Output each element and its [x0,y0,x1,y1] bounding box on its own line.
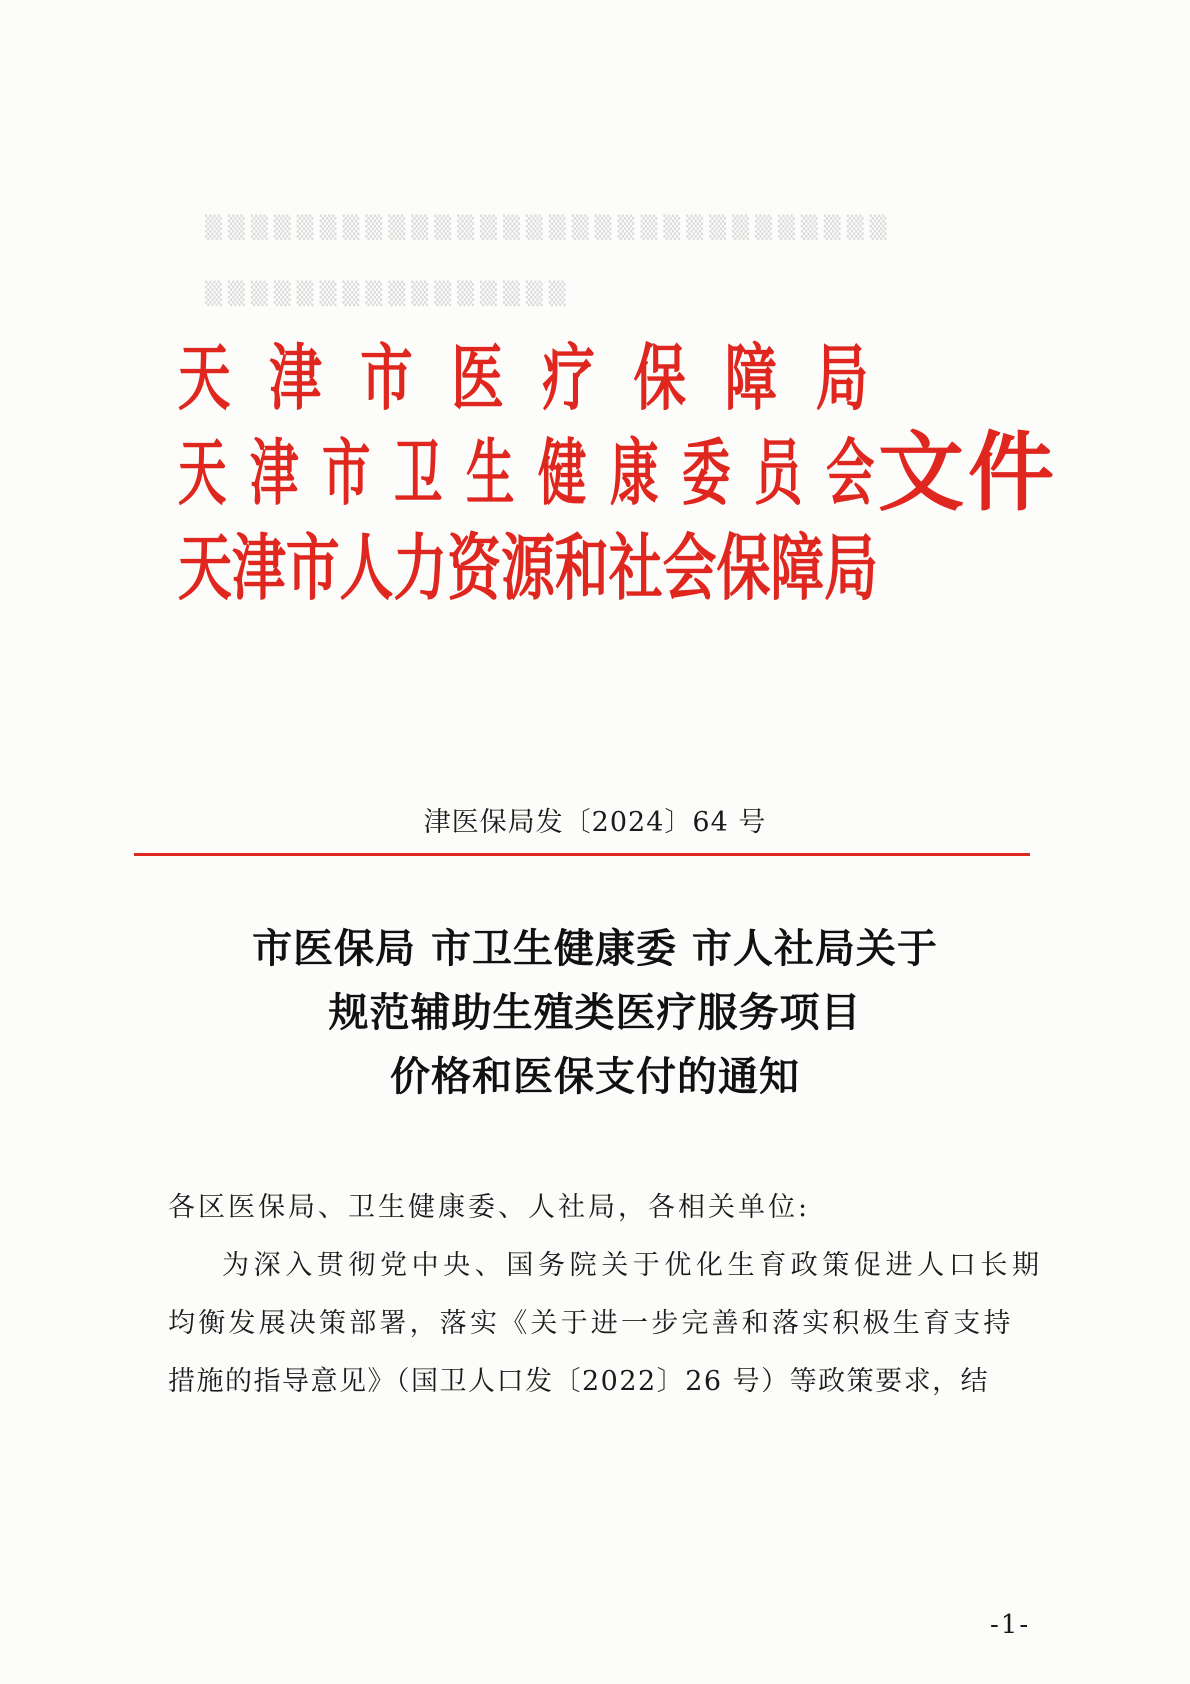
title-line-3: 价格和医保支付的通知 [390,1053,800,1100]
issuer-medical-security-bureau: 天 津 市 医 疗 保 障 局 [178,335,879,420]
title-line-1: 市医保局 市卫生健康委 市人社局关于 [252,925,938,972]
issuer-health-commission: 天 津 市 卫 生 健 康 委 员 会 [178,430,878,515]
page-number: -1- [990,1610,1031,1640]
red-separator-line [134,853,1030,856]
issuer-lines [178,330,878,615]
reverse-side-show-through: ▒▒▒▒▒▒▒▒▒▒▒▒▒▒▒▒▒▒▒▒▒▒▒▒▒▒▒▒▒▒ ▒▒▒▒▒▒▒▒▒▒▒▒▒▒▒▒ [205,216,893,307]
document-label: 文件 [878,422,1058,523]
body-line-3: 措施的指导意见》（国卫人口发〔2022〕26 号）等政策要求，结 [168,1366,990,1397]
issuer-human-resources-bureau: 天津市人力资源和社会保障局 [178,525,879,610]
body-paragraph [168,1237,1048,1411]
salutation: 各区医保局、卫生健康委、人社局，各相关单位: [168,1192,811,1223]
body-line-1: 为深入贯彻党中央、国务院关于优化生育政策促进人口长期 [222,1250,1044,1281]
body-line-2: 均衡发展决策部署，落实《关于进一步完善和落实积极生育支持 [168,1308,1014,1339]
document-title [0,917,1190,1109]
title-line-2: 规范辅助生殖类医疗服务项目 [328,989,862,1036]
document-number: 津医保局发〔2024〕64 号 [423,807,767,838]
